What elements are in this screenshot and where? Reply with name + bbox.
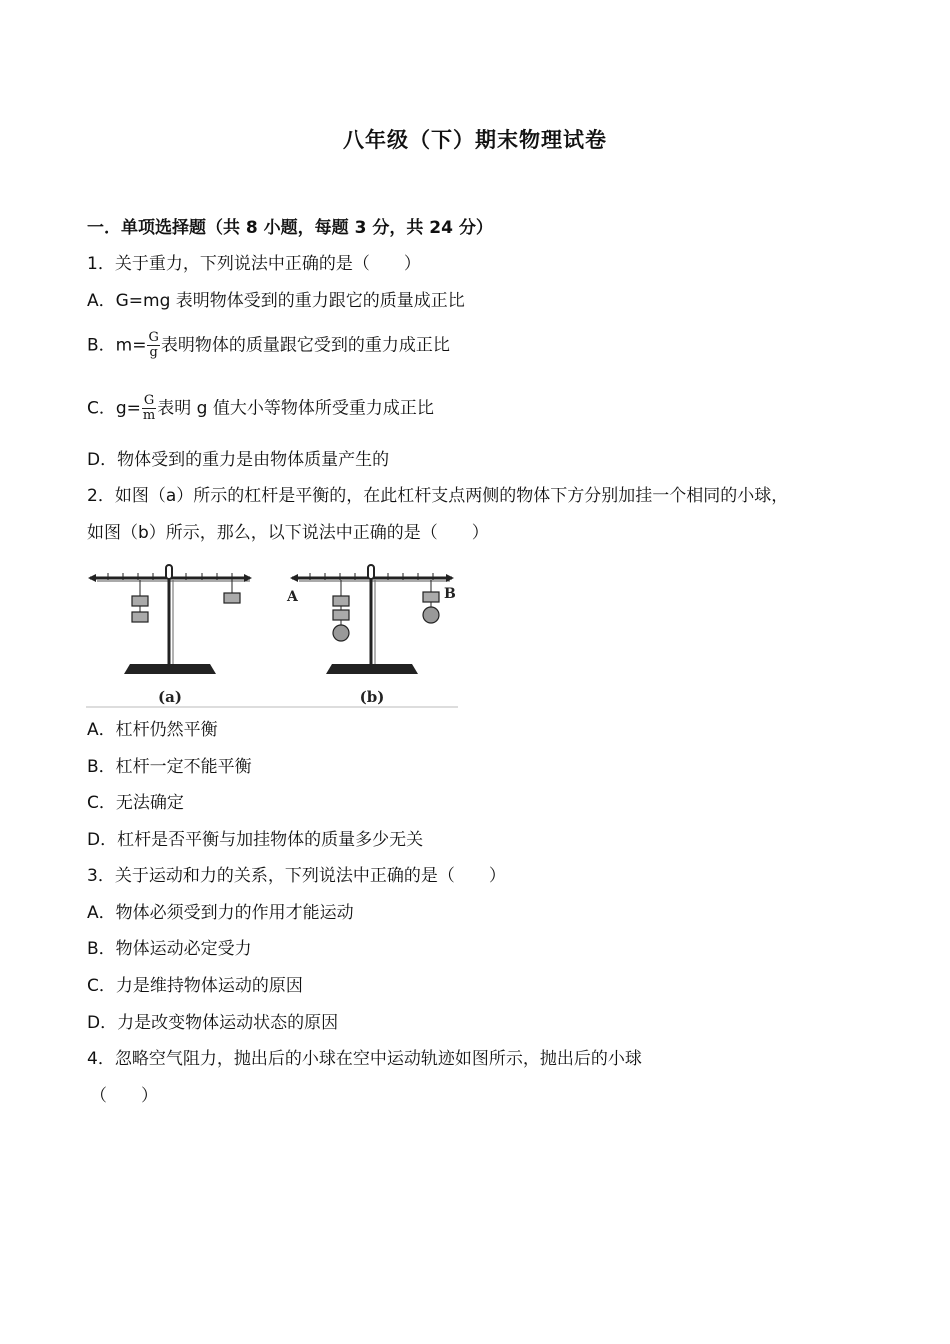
fraction-denominator: g <box>149 345 158 360</box>
q1-option-a: A．G=mg 表明物体受到的重力跟它的质量成正比 <box>87 291 465 311</box>
q1-option-c-prefix: C．g= <box>87 398 141 419</box>
q3-option-a: A．物体必须受到力的作用才能运动 <box>87 903 354 923</box>
lever-figure <box>86 560 458 708</box>
q4-stem-line2: （ ） <box>90 1086 158 1106</box>
point-a-label: A <box>287 589 298 605</box>
figure-label-a: (a) <box>158 688 182 706</box>
q2-option-d: D．杠杆是否平衡与加挂物体的质量多少无关 <box>87 830 424 850</box>
q1-option-b-text: 表明物体的质量跟它受到的重力成正比 <box>160 335 450 356</box>
q3-option-c: C．力是维持物体运动的原因 <box>87 976 303 996</box>
q2-option-c: C．无法确定 <box>87 793 184 813</box>
point-b-label: B <box>444 586 456 602</box>
q4-stem-line1: 4．忽略空气阻力，抛出后的小球在空中运动轨迹如图所示，抛出后的小球 <box>87 1049 642 1069</box>
q3-stem: 3．关于运动和力的关系，下列说法中正确的是（ ） <box>87 866 506 886</box>
q1-option-b <box>87 331 450 360</box>
page-title: 八年级（下）期末物理试卷 <box>343 128 607 152</box>
q3-option-d: D．力是改变物体运动状态的原因 <box>87 1013 339 1033</box>
fraction-numerator: G <box>143 393 155 408</box>
q1-option-c <box>87 394 434 423</box>
fraction-g-over-m <box>142 394 156 423</box>
lever-b <box>286 565 456 706</box>
lever-a <box>88 565 252 706</box>
q1-option-d: D．物体受到的重力是由物体质量产生的 <box>87 450 390 470</box>
q2-stem-line2: 如图（b）所示，那么，以下说法中正确的是（ ） <box>87 523 489 543</box>
fraction-denominator: m <box>142 408 156 423</box>
q1-option-c-text: 表明 g 值大小等物体所受重力成正比 <box>157 398 434 419</box>
section-heading: 一．单项选择题（共 8 小题，每题 3 分，共 24 分） <box>87 218 493 238</box>
figure-label-b: (b) <box>359 688 385 706</box>
q2-option-a: A．杠杆仍然平衡 <box>87 720 218 740</box>
fraction-g-over-g <box>147 331 159 360</box>
q3-option-b: B．物体运动必定受力 <box>87 939 252 959</box>
q1-option-b-prefix: B．m= <box>87 335 147 356</box>
fraction-numerator: G <box>148 330 159 345</box>
q2-stem-line1: 2．如图（a）所示的杠杆是平衡的，在此杠杆支点两侧的物体下方分别加挂一个相同的小球， <box>87 486 789 506</box>
q2-option-b: B．杠杆一定不能平衡 <box>87 757 252 777</box>
q1-stem: 1．关于重力，下列说法中正确的是（ ） <box>87 254 421 274</box>
